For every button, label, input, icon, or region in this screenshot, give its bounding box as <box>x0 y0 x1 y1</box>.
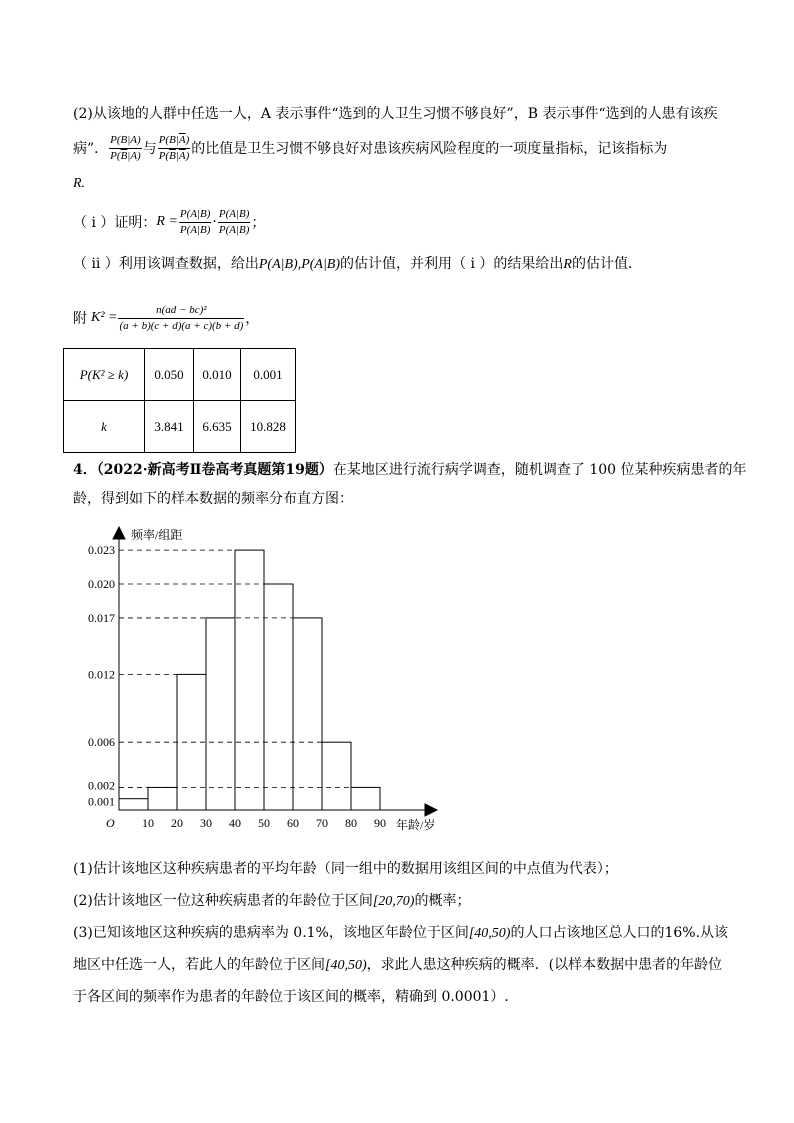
appendix-label: 附 <box>73 311 87 327</box>
histogram-bar <box>119 799 148 810</box>
histogram-bar <box>148 787 177 810</box>
y-tick-label: 0.001 <box>88 794 115 809</box>
histogram-bar <box>206 618 235 810</box>
x-tick-label: 20 <box>171 816 183 830</box>
part-ii-text-a: （ ii ）利用该调查数据，给出 <box>73 256 259 272</box>
part-i-f2-num: P(A|B) <box>218 208 251 223</box>
sub-question-2-text-a: (2)估计该地区一位这种疾病患者的年龄位于区间 <box>73 893 373 909</box>
y-tick-label: 0.023 <box>88 543 115 558</box>
x-tick-label: 70 <box>316 816 328 830</box>
interval-20-70: [20,70) <box>372 894 415 909</box>
appendix-lhs: K² = <box>91 310 118 325</box>
x-tick-label: 10 <box>142 816 154 830</box>
x-tick-label: 90 <box>374 816 386 830</box>
table-cell: 0.001 <box>241 349 296 401</box>
sub-question-3-text-a: (3)已知该地区这种疾病的患病率为 0.1%，该地区年龄位于区间 <box>73 925 469 941</box>
appendix-end: ， <box>245 311 260 327</box>
x-axis-label: 年龄/岁 <box>396 818 436 832</box>
interval-40-50-repeat: [40,50) <box>325 958 367 973</box>
y-axis-arrow-icon <box>113 527 125 539</box>
part2-line1: (2)从该地的人群中任选一人，A 表示事件“选到的人卫生习惯不够良好”，B 表示事件“选到的人患有该疾 <box>73 106 718 122</box>
sub-question-3-line1 <box>73 922 728 942</box>
part-ii-text-c: 的估计值． <box>571 256 642 272</box>
y-tick-label: 0.006 <box>88 735 115 750</box>
sub-question-3-text-b: 的人口占该地区总人口的16%.从该 <box>510 925 729 941</box>
sub-question-3-text-c: 地区中任选一人，若此人的年龄位于区间 <box>73 957 325 973</box>
table-cell-header: k <box>64 401 145 453</box>
part2-line3: R. <box>73 176 86 191</box>
appendix-numerator: n(ad − bc)² <box>118 304 244 319</box>
y-tick-label: 0.002 <box>88 778 115 793</box>
sub-question-3-line2 <box>73 954 722 974</box>
y-axis-label: 频率/组距 <box>131 528 183 542</box>
x-tick-label: 80 <box>345 816 357 830</box>
histogram-bar <box>293 618 322 810</box>
table-cell: 0.050 <box>145 349 194 401</box>
conjunction: 与 <box>142 141 157 157</box>
part-i-dot: · <box>212 214 217 230</box>
table-cell: 6.635 <box>194 401 241 453</box>
part-i-f2-den: P(A|B) <box>218 223 250 236</box>
table-cell: 10.828 <box>241 401 296 453</box>
part-i-eq: R = <box>156 214 178 229</box>
part-i-f1-den: P(A|B) <box>179 223 211 236</box>
part-ii-expr-a: P(A|B),P(A|B) <box>258 257 341 272</box>
sub-question-3-line3: 于各区间的频率作为患者的年龄位于该区间的概率，精确到 0.0001）. <box>73 989 509 1005</box>
origin-label: O <box>106 816 115 830</box>
x-tick-label: 30 <box>200 816 212 830</box>
sub-question-3-text-d: ，求此人患这种疾病的概率．(以样本数据中患者的年龄位 <box>366 957 723 973</box>
part2-line2-prefix: 病”． <box>73 141 109 157</box>
table-cell: 0.010 <box>194 349 241 401</box>
x-tick-label: 60 <box>287 816 299 830</box>
y-tick-label: 0.020 <box>88 577 115 591</box>
ratio-1-denominator: $P(\overline{B}|A)$ <box>110 149 141 162</box>
question-text-1: 在某地区进行流行病学调查，随机调查了 100 位某种疾病患者的年 <box>332 462 747 478</box>
histogram-bar <box>322 742 351 810</box>
y-tick-label: 0.012 <box>88 667 115 682</box>
x-tick-label: 40 <box>229 816 241 830</box>
ratio-2-numerator: $P(B|\overline{A})$ <box>158 134 191 149</box>
part-i-label: （ i ）证明： <box>73 215 157 231</box>
question-source: （2022·新高考Ⅱ卷高考真题第19题） <box>96 462 333 478</box>
question-number: 4． <box>73 462 97 478</box>
histogram-bar <box>264 584 293 810</box>
table-cell-header: P(K² ≥ k) <box>64 349 145 401</box>
part-ii-expr-b: R <box>563 257 572 272</box>
x-tick-label: 50 <box>258 816 270 830</box>
histogram-bar <box>351 787 380 810</box>
part2-line2-suffix: 的比值是卫生习惯不够良好对患该疾病风险程度的一项度量指标，记该指标为 <box>191 141 668 157</box>
appendix-denominator: (a + b)(c + d)(a + c)(b + d) <box>119 319 244 332</box>
table-cell: 3.841 <box>145 401 194 453</box>
part-ii-text-b: 的估计值，并利用（ i ）的结果给出 <box>340 256 564 272</box>
sub-question-2-text-b: 的概率； <box>414 893 471 909</box>
part-i-end: ； <box>251 215 266 231</box>
question-4-line2: 龄，得到如下的样本数据的频率分布直方图： <box>73 491 353 507</box>
interval-40-50: [40,50) <box>468 926 511 941</box>
ratio-2-denominator: $P(\overline{B}|\overline{A})$ <box>158 149 190 162</box>
sub-question-1: (1)估计该地区这种疾病患者的平均年龄（同一组中的数据用该组区间的中点值为代表）； <box>73 861 618 877</box>
ratio-1-numerator: P(B|A) <box>109 134 142 149</box>
histogram-bar <box>235 550 264 810</box>
y-tick-label: 0.017 <box>88 610 115 625</box>
x-axis-arrow-icon <box>425 804 437 816</box>
part-i-f1-num: P(A|B) <box>179 208 212 223</box>
sub-question-2 <box>73 890 470 910</box>
